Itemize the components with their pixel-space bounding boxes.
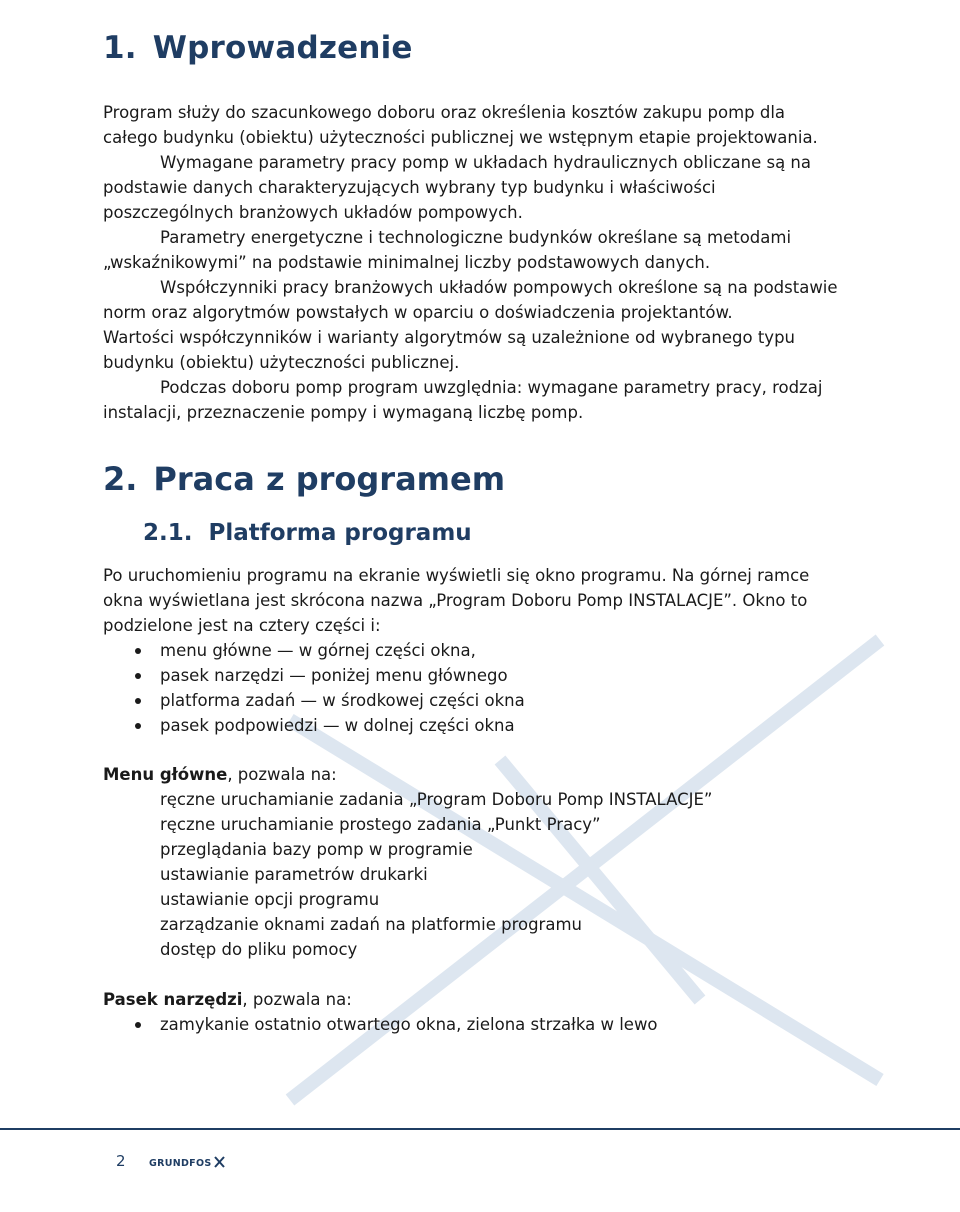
section-1-number: 1. (103, 30, 137, 66)
intro-paragraph-5: Wartości współczynników i warianty algorytmów są uzależnione od wybranego typu budynku (obiektu) użyteczności publicznej. (103, 328, 796, 372)
main-menu-intro (103, 762, 863, 787)
main-menu-suffix: , pozwala na: (227, 765, 337, 784)
footer-divider (0, 1128, 960, 1130)
section-1-title: Wprowadzenie (152, 30, 413, 66)
section-1-body (103, 100, 843, 425)
section-1-heading (103, 30, 413, 66)
section-2-1-title: Platforma programu (208, 520, 472, 546)
list-item: pasek narzędzi — poniżej menu głównego (103, 663, 843, 688)
main-menu-label: Menu główne (103, 765, 228, 784)
page-number: 2 (116, 1152, 126, 1170)
list-item: pasek podpowiedzi — w dolnej części okna (103, 713, 843, 738)
toolbar-suffix: , pozwala na: (242, 990, 352, 1009)
intro-paragraph-4: Współczynniki pracy branżowych układów pompowych określone są na podstawie norm oraz algorytmów powstałych w oparciu o doświadczenia projektantów. (103, 278, 838, 322)
section-2-title: Praca z programem (153, 460, 506, 498)
intro-paragraph-6: Podczas doboru pomp program uwzględnia: wymagane parametry pracy, rodzaj instalacji, przeznaczenie pompy i wymaganą liczbę pomp. (103, 378, 823, 422)
list-item: zamykanie ostatnio otwartego okna, zielona strzałka w lewo (103, 1012, 863, 1037)
platform-intro: Po uruchomieniu programu na ekranie wyświetli się okno programu. Na górnej ramce okna wyświetlana jest skrócona nazwa „Program Doboru Pomp INSTALACJE”. Okno to podzielone jest na cztery części i: (103, 566, 810, 635)
grundfos-logo (149, 1155, 227, 1169)
section-2-1-number: 2.1. (143, 520, 193, 546)
main-menu-section (103, 762, 863, 962)
list-item: ręczne uruchamianie prostego zadania „Punkt Pracy” (160, 815, 601, 834)
section-2-heading (103, 460, 505, 498)
section-2-number: 2. (103, 460, 138, 498)
intro-paragraph-2: Wymagane parametry pracy pomp w układach hydraulicznych obliczane są na podstawie danych charakteryzujących wybrany typ budynku i właściwości poszczególnych branżowych układów pompowych. (103, 153, 812, 222)
list-item: ustawianie opcji programu (160, 890, 380, 909)
list-item: platforma zadań — w środkowej części okna (103, 688, 843, 713)
intro-paragraph-1: Program służy do szacunkowego doboru oraz określenia kosztów zakupu pomp dla całego budynku (obiektu) użyteczności publicznej we wstępnym etapie projektowania. (103, 103, 818, 147)
section-2-1-body (103, 563, 843, 738)
intro-paragraph-3: Parametry energetyczne i technologiczne budynków określane są metodami „wskaźnikowymi” na podstawie minimalnej liczby podstawowych danych. (103, 228, 792, 272)
section-2-1-heading (143, 520, 472, 546)
toolbar-list (103, 1012, 863, 1037)
toolbar-section (103, 987, 863, 1037)
list-item: zarządzanie oknami zadań na platformie programu (160, 915, 582, 934)
toolbar-intro (103, 987, 863, 1012)
list-item: ręczne uruchamianie zadania „Program Doboru Pomp INSTALACJE” (160, 790, 713, 809)
list-item: przeglądania bazy pomp w programie (160, 840, 473, 859)
list-item: ustawianie parametrów drukarki (160, 865, 428, 884)
list-item: dostęp do pliku pomocy (160, 940, 358, 959)
toolbar-label: Pasek narzędzi (103, 990, 243, 1009)
svg-text:GRUNDFOS: GRUNDFOS (149, 1158, 212, 1169)
list-item: menu główne — w górnej części okna, (103, 638, 843, 663)
main-menu-list (103, 787, 863, 962)
window-parts-list (103, 638, 843, 738)
